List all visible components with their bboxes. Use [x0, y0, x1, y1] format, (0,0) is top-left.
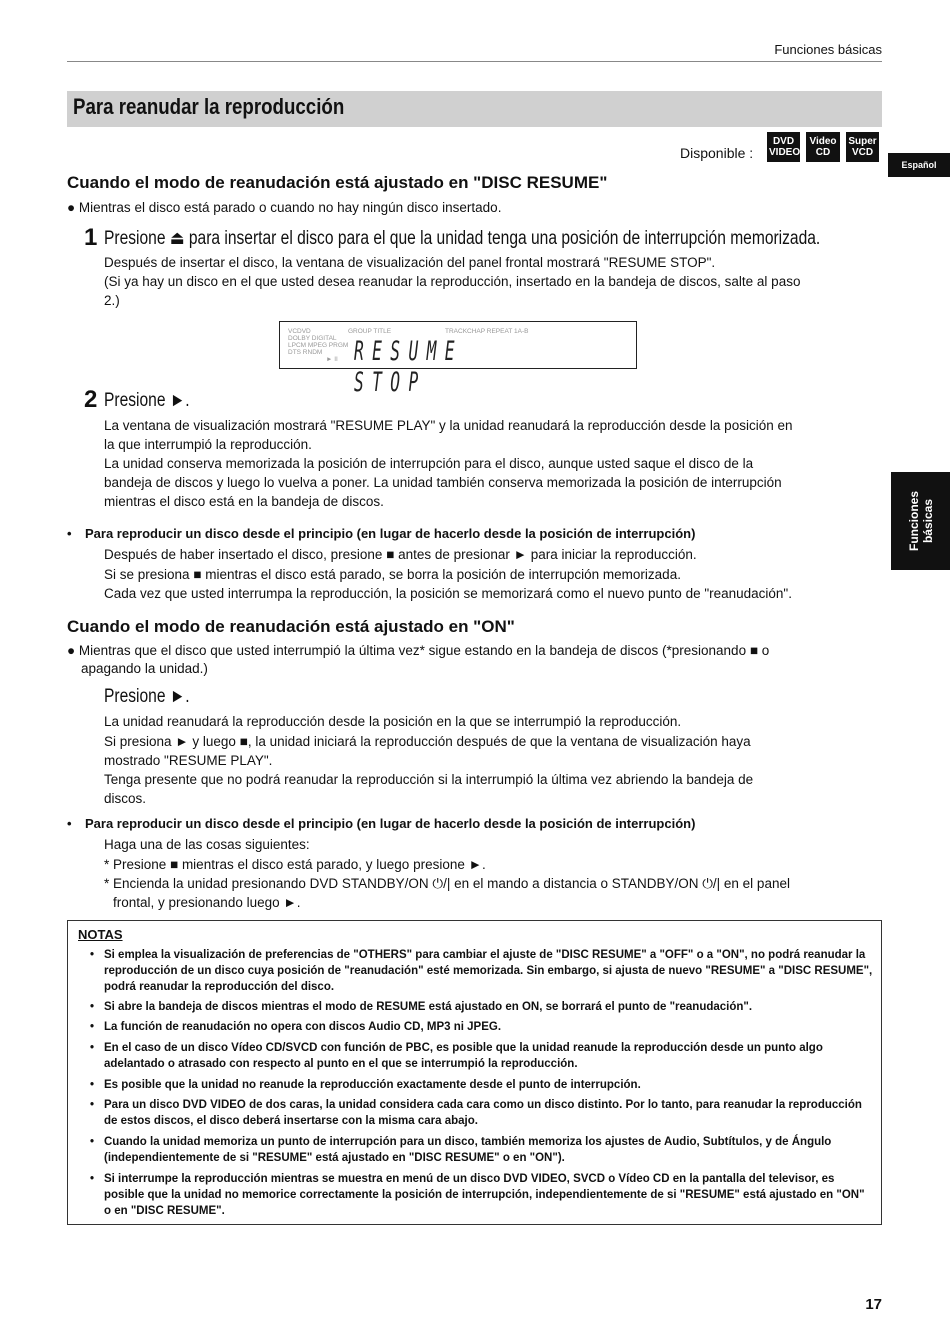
on-mode-line5: discos.	[104, 791, 147, 806]
display-segment-text: RESUME STOP	[354, 336, 463, 398]
step1-line1: Después de insertar el disco, la ventana de visualización del panel frontal mostrará "RESUME STOP".	[104, 255, 716, 270]
page-title-bar	[67, 91, 882, 127]
section-tab-label	[907, 491, 935, 551]
on-mode-line2: Si presiona ► y luego ■, la unidad iniciará la reproducción después de que la ventana de visualización haya	[104, 734, 751, 749]
note-item: • Si abre la bandeja de discos mientras el modo de RESUME está ajustado en ON, se borrará el punto de "reanudación".	[104, 999, 874, 1015]
step2-line5: mientras el disco está en la bandeja de discos.	[104, 494, 384, 509]
tip1-line1: Después de haber insertado el disco, presione ■ antes de presionar ► para iniciar la reproducción.	[104, 547, 697, 562]
bullet-dot-icon: ●	[67, 200, 76, 215]
page-number: 17	[865, 1296, 882, 1313]
on-mode-condition-line1	[67, 641, 769, 660]
availability-label: Disponible :	[680, 145, 754, 161]
on-mode-instruction: Presione ►.	[104, 686, 190, 707]
on-mode-line3: mostrado "RESUME PLAY".	[104, 753, 273, 768]
tip2-title	[67, 816, 695, 831]
step1-number: 1	[84, 224, 98, 251]
page-title: Para reanudar la reproducción	[73, 94, 345, 119]
display-label-dolby: DOLBY DIGITAL	[288, 335, 337, 342]
header-rule	[67, 61, 882, 62]
bullet-icon: •	[67, 526, 72, 541]
front-panel-display	[279, 321, 637, 398]
tip2-line4: frontal, y presionando luego ►.	[113, 895, 301, 910]
step1-line2: (Si ya hay un disco en el que usted desea reanudar la reproducción, insertado en la bandeja de discos, salte al paso	[104, 274, 801, 289]
note-item: • En el caso de un disco Vídeo CD/SVCD con función de PBC, es posible que la unidad reanude la reproducción desde un punto algo adelantado o atrasado con respecto al punto en el que se interrumpió la reproducción.	[104, 1040, 874, 1072]
note-item: • Si emplea la visualización de preferencias de "OTHERS" para cambiar el ajuste de "DISC RESUME" a "OFF" o a "ON", no podrá reanudar la reproducción de un disco cuya posición de "reanudación" esté memorizada. Sin embargo, si ajusta de nuevo "RESUME" a "DISC RESUME", podrá reanudar la reproducción del disco.	[104, 947, 874, 995]
step1-instruction: Presione ⏏ para insertar el disco para el que la unidad tenga una posición de interrupción memorizada.	[104, 228, 821, 249]
disc-resume-condition-text: Mientras el disco está parado o cuando no hay ningún disco insertado.	[78, 200, 502, 215]
dvd-video-badge-text: DVD VIDEO	[769, 136, 801, 158]
video-cd-badge	[806, 132, 840, 162]
tip1-title	[67, 526, 695, 541]
dvd-video-badge	[767, 132, 800, 162]
tip2-line2: * Presione ■ mientras el disco está parado, y luego presione ►.	[104, 857, 486, 872]
super-vcd-badge	[846, 132, 879, 162]
display-label-track: TRACKCHAP REPEAT 1A-B	[445, 328, 529, 335]
section-tab-line2: básicas	[920, 498, 935, 544]
section-tab	[891, 472, 950, 570]
tip2-line3: * Encienda la unidad presionando DVD STANDBY/ON ⏻/| en el mando a distancia o STANDBY/ON ⏻/| en el panel	[104, 876, 790, 891]
display-label-lpcm: LPCM MPEG PRGM	[288, 342, 349, 349]
running-header: Funciones básicas	[774, 42, 882, 57]
on-mode-heading: Cuando el modo de reanudación está ajustado en "ON"	[67, 617, 515, 636]
on-mode-line1: La unidad reanudará la reproducción desde la posición en la que se interrumpió la reproducción.	[104, 714, 682, 729]
note-item: • Para un disco DVD VIDEO de dos caras, la unidad considera cada cara como un disco distinto. Por lo tanto, para reanudar la reproducción de estos discos, el disco deberá insertarse con la misma cara abajo.	[104, 1097, 874, 1129]
language-tab: Español	[888, 153, 950, 177]
display-label-group: GROUP TITLE	[348, 328, 392, 335]
step2-line1: La ventana de visualización mostrará "RESUME PLAY" y la unidad reanudará la reproducción desde la posición en	[104, 418, 793, 433]
disc-resume-heading: Cuando el modo de reanudación está ajustado en "DISC RESUME"	[67, 173, 608, 192]
tip1-title-text: Para reproducir un disco desde el principio (en lugar de hacerlo desde la posición de interrupción)	[85, 526, 696, 541]
notes-box	[67, 920, 882, 1225]
tip2-line1: Haga una de las cosas siguientes:	[104, 837, 310, 852]
display-play-pause-icon: ► II	[326, 356, 338, 363]
step2-line3: La unidad conserva memorizada la posición de interrupción para el disco, aunque usted saque el disco de la	[104, 456, 754, 471]
display-label-vcdvd: VCDVD	[288, 328, 311, 335]
note-item: • Cuando la unidad memoriza un punto de interrupción para un disco, también memoriza los ajustes de Audio, Subtítulos, y de Ángulo (independientemente de si "RESUME" está ajustado en "DISC RESUME" o en "ON").	[104, 1134, 874, 1166]
step2-instruction: Presione ►.	[104, 390, 190, 411]
bullet-dot-icon: ●	[67, 643, 76, 658]
tip1-line3: Cada vez que usted interrumpa la reproducción, la posición se memorizará como el nuevo punto de "reanudación".	[104, 586, 792, 601]
step2-line2: la que interrumpió la reproducción.	[104, 437, 312, 452]
step1-line3: 2.)	[104, 293, 120, 308]
note-item: • La función de reanudación no opera con discos Audio CD, MP3 ni JPEG.	[104, 1019, 874, 1035]
tip1-line2: Si se presiona ■ mientras el disco está parado, se borra la posición de interrupción memorizada.	[104, 567, 681, 582]
bullet-icon: •	[67, 816, 72, 831]
note-item: • Es posible que la unidad no reanude la reproducción exactamente desde el punto de interrupción.	[104, 1077, 874, 1093]
display-label-dts: DTS RNDM	[288, 349, 323, 356]
on-mode-condition-text: Mientras que el disco que usted interrumpió la última vez* sigue estando en la bandeja de discos (*presionando ■ o	[78, 643, 770, 658]
on-mode-line4: Tenga presente que no podrá reanudar la reproducción si la interrumpió la última vez abriendo la bandeja de	[104, 772, 754, 787]
super-vcd-badge-text: Super VCD	[848, 136, 877, 158]
disc-resume-condition	[67, 198, 501, 217]
step2-number: 2	[84, 386, 98, 413]
on-mode-condition-line2: apagando la unidad.)	[81, 661, 208, 676]
notes-title: NOTAS	[78, 927, 123, 942]
section-tab-line1: Funciones	[906, 490, 921, 552]
tip2-title-text: Para reproducir un disco desde el principio (en lugar de hacerlo desde la posición de interrupción)	[85, 816, 696, 831]
step2-line4: bandeja de discos y luego lo vuelva a poner. La unidad también conserva memorizada la posición de interrupción	[104, 475, 782, 490]
note-item: • Si interrumpe la reproducción mientras se muestra en menú de un disco DVD VIDEO, SVCD o Vídeo CD en la pantalla del televisor, es posible que la unidad no memorice correctamente la posición de interrupción, independientemente de si "RESUME" está ajustado en "ON" o en "DISC RESUME".	[104, 1171, 874, 1219]
video-cd-badge-text: Video CD	[809, 136, 837, 158]
